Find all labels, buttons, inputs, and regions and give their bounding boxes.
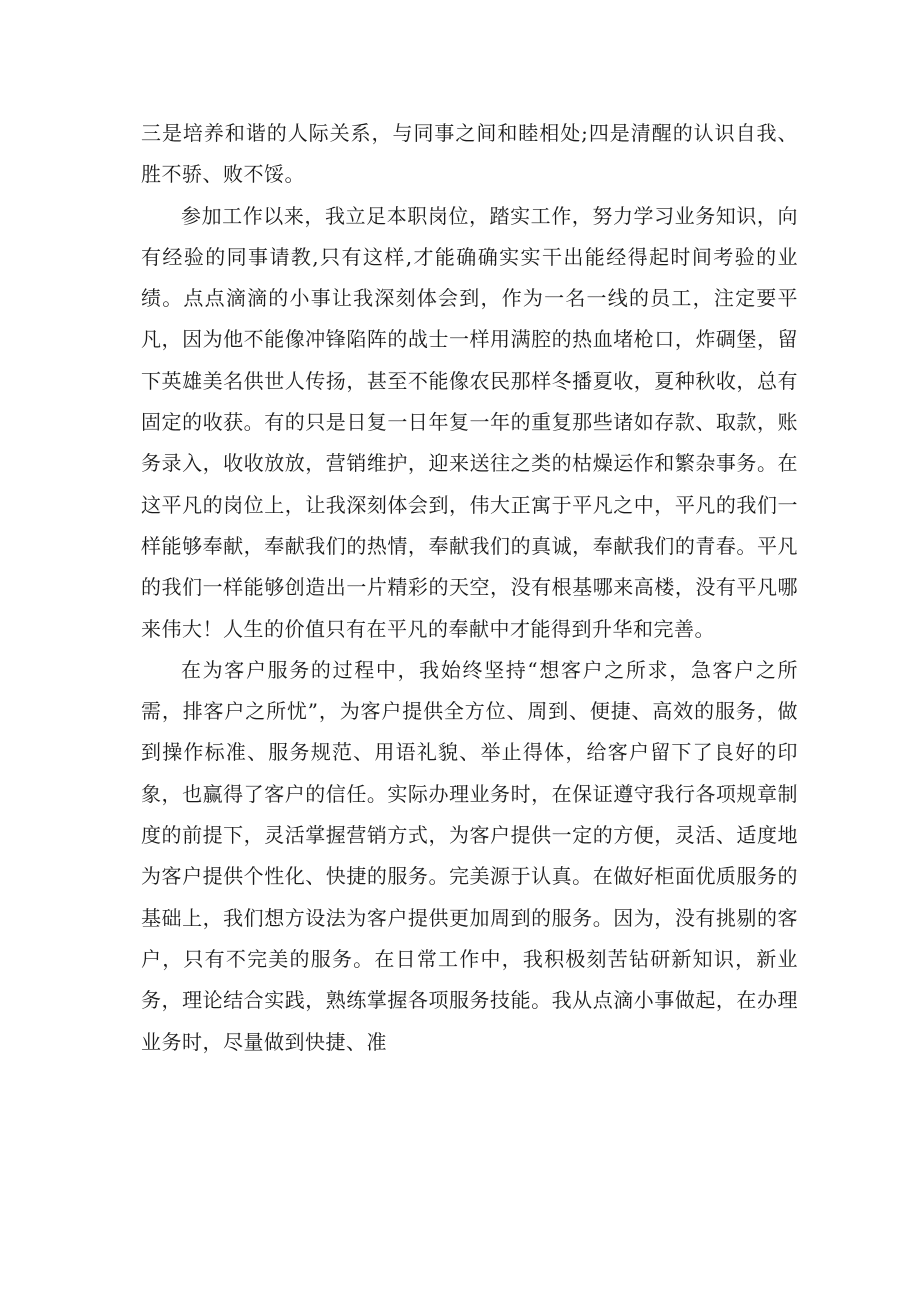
paragraph-2: 参加工作以来，我立足本职岗位，踏实工作，努力学习业务知识，向有经验的同事请教,只有这样,才能确确实实干出能经得起时间考验的业绩。点点滴滴的小事让我深刻体会到，作为一名一线的员工，注定要平凡，因为他不能像冲锋陷阵的战士一样用满腔的热血堵枪口，炸碉堡，留下英雄美名供世人传扬，甚至不能像农民那样冬播夏收，夏种秋收，总有固定的收获。有的只是日复一日年复一年的重复那些诸如存款、取款，账务录入，收收放放，营销维护，迎来送往之类的枯燥运作和繁杂事务。在这平凡的岗位上，让我深刻体会到，伟大正寓于平凡之中，平凡的我们一样能够奉献，奉献我们的热情，奉献我们的真诚，奉献我们的青春。平凡的我们一样能够创造出一片精彩的天空，没有根基哪来高楼，没有平凡哪来伟大！人生的价值只有在平凡的奉献中才能得到升华和完善。 bbox=[141, 203, 798, 641]
paragraph-1: 三是培养和谐的人际关系，与同事之间和睦相处;四是清醒的认识自我、胜不骄、败不馁。 bbox=[141, 121, 798, 187]
paragraph-3: 在为客户服务的过程中，我始终坚持“想客户之所求，急客户之所需，排客户之所忧”，为客户提供全方位、周到、便捷、高效的服务，做到操作标准、服务规范、用语礼貌、举止得体，给客户留下了良好的印象，也赢得了客户的信任。实际办理业务时，在保证遵守我行各项规章制度的前提下，灵活掌握营销方式，为客户提供一定的方便，灵活、适度地为客户提供个性化、快捷的服务。完美源于认真。在做好柜面优质服务的基础上，我们想方设法为客户提供更加周到的服务。因为，没有挑剔的客户，只有不完美的服务。在日常工作中，我积极刻苦钻研新知识，新业务，理论结合实践，熟练掌握各项服务技能。我从点滴小事做起，在办理业务时，尽量做到快捷、准 bbox=[141, 657, 798, 1054]
document-body bbox=[141, 113, 798, 1063]
